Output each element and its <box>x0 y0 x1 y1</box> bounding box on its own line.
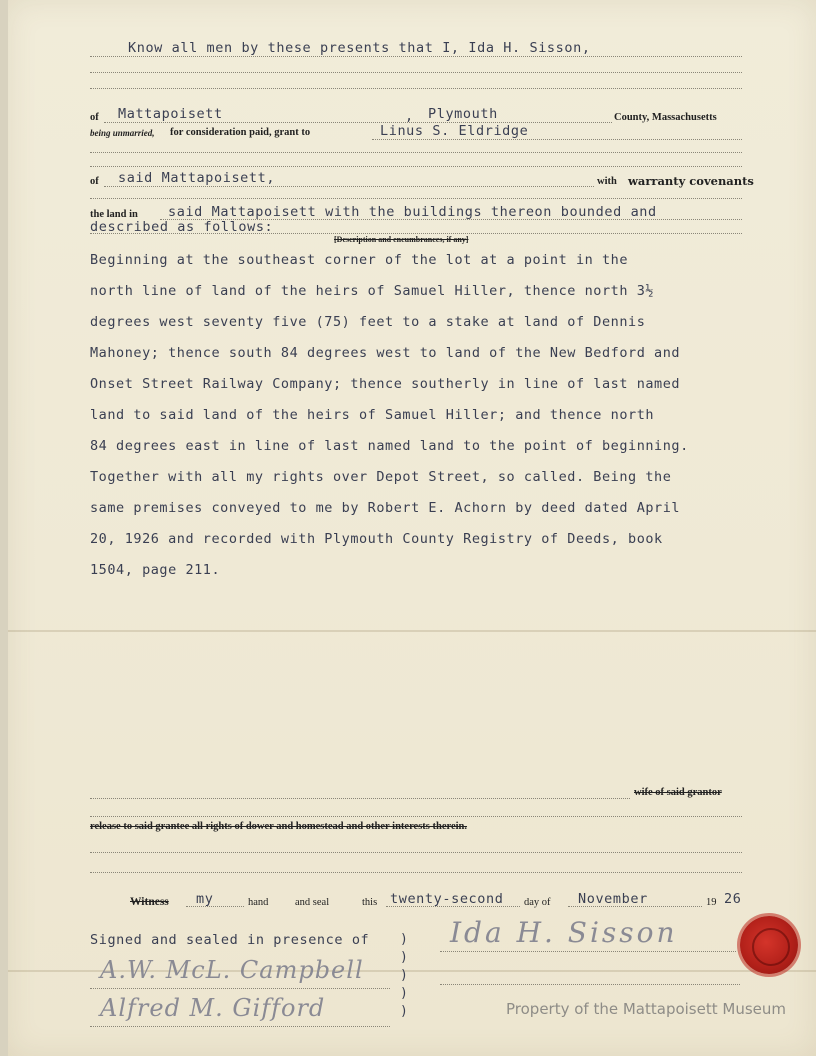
dotted-rule <box>90 166 742 167</box>
dotted-rule <box>90 816 742 817</box>
dotted-rule <box>90 152 742 153</box>
description-line: north line of land of the heirs of Samuel Hiller, thence north 3½ <box>90 283 655 299</box>
dotted-rule <box>90 798 630 799</box>
year-suffix: 26 <box>724 891 742 907</box>
grantee-town: said Mattapoisett, <box>118 170 276 186</box>
of-label: of <box>90 112 99 123</box>
wife-label: wife of said grantor <box>634 787 722 798</box>
description-line: 84 degrees east in line of last named land to the point of beginning. <box>90 438 689 454</box>
description-line: Together with all my rights over Depot Street, so called. Being the <box>90 469 672 485</box>
witness1-signature: A.W. McL. Campbell <box>100 956 364 984</box>
witness-my: my <box>196 891 214 907</box>
bracket: ) <box>400 968 408 983</box>
with-label: with <box>597 176 617 187</box>
dotted-rule <box>104 122 612 123</box>
dotted-rule <box>90 88 742 89</box>
dotted-rule <box>90 72 742 73</box>
description-line: 1504, page 211. <box>90 562 221 578</box>
comma: , <box>405 108 414 124</box>
wax-seal-ring <box>752 928 790 966</box>
status-label: being unmarried, <box>90 128 155 138</box>
dotted-rule <box>90 233 742 234</box>
museum-watermark: Property of the Mattapoisett Museum <box>506 1000 786 1018</box>
bracket: ) <box>400 1004 408 1019</box>
grantor-signature: Ida H. Sisson <box>450 916 678 949</box>
bracket: ) <box>400 950 408 965</box>
dotted-rule <box>90 56 742 57</box>
this-label: this <box>362 897 378 908</box>
dotted-rule <box>90 988 390 989</box>
day-value: twenty-second <box>390 891 504 907</box>
land-line-2: described as follows: <box>90 219 274 235</box>
bracket: ) <box>400 932 408 947</box>
description-line: land to said land of the heirs of Samuel Hiller; and thence north <box>90 407 655 423</box>
dotted-rule <box>90 852 742 853</box>
release-label: release to said grantee all rights of dower and homestead and other interests therein. <box>90 821 468 832</box>
year-prefix: 19 <box>706 897 717 908</box>
dotted-rule <box>186 906 244 907</box>
of-label: of <box>90 176 99 187</box>
signed-sealed-label: Signed and sealed in presence of <box>90 932 370 948</box>
dotted-rule <box>372 139 742 140</box>
bracket: ) <box>400 986 408 1001</box>
and-seal-label: and seal <box>295 897 330 908</box>
dotted-rule <box>386 906 520 907</box>
wax-seal <box>740 916 798 974</box>
description-line: Mahoney; thence south 84 degrees west to land of the New Bedford and <box>90 345 681 361</box>
land-line-1: said Mattapoisett with the buildings thereon bounded and <box>168 204 657 220</box>
description-line: same premises conveyed to me by Robert E. Achorn by deed dated April <box>90 500 681 516</box>
description-line: degrees west seventy five (75) feet to a stake at land of Dennis <box>90 314 646 330</box>
dotted-rule <box>104 186 594 187</box>
know-all-men-line: Know all men by these presents that I, Ida H. Sisson, <box>128 40 591 56</box>
dotted-rule <box>440 984 740 985</box>
grantor-county: Plymouth <box>428 106 498 122</box>
day-of-label: day of <box>524 897 551 908</box>
description-line: 20, 1926 and recorded with Plymouth County Registry of Deeds, book <box>90 531 663 547</box>
description-caption: [Description and encumbrances, if any] <box>334 235 469 244</box>
dotted-rule <box>90 1026 390 1027</box>
consideration-label: for consideration paid, grant to <box>170 127 311 138</box>
grantee-name: Linus S. Eldridge <box>380 123 529 139</box>
covenants-label: warranty covenants <box>628 174 754 188</box>
witness2-signature: Alfred M. Gifford <box>100 994 326 1022</box>
description-line: Beginning at the southeast corner of the lot at a point in the <box>90 252 629 268</box>
dotted-rule <box>568 906 702 907</box>
dotted-rule <box>90 198 742 199</box>
description-line: Onset Street Railway Company; thence southerly in line of last named <box>90 376 681 392</box>
dotted-rule <box>440 951 736 952</box>
paper-fold-line <box>8 630 816 632</box>
county-label: County, Massachusetts <box>614 112 717 123</box>
land-label: the land in <box>90 209 138 220</box>
dotted-rule <box>90 872 742 873</box>
grantor-town: Mattapoisett <box>118 106 223 122</box>
hand-label: hand <box>248 897 269 908</box>
witness-label: Witness <box>130 896 169 908</box>
month-value: November <box>578 891 648 907</box>
